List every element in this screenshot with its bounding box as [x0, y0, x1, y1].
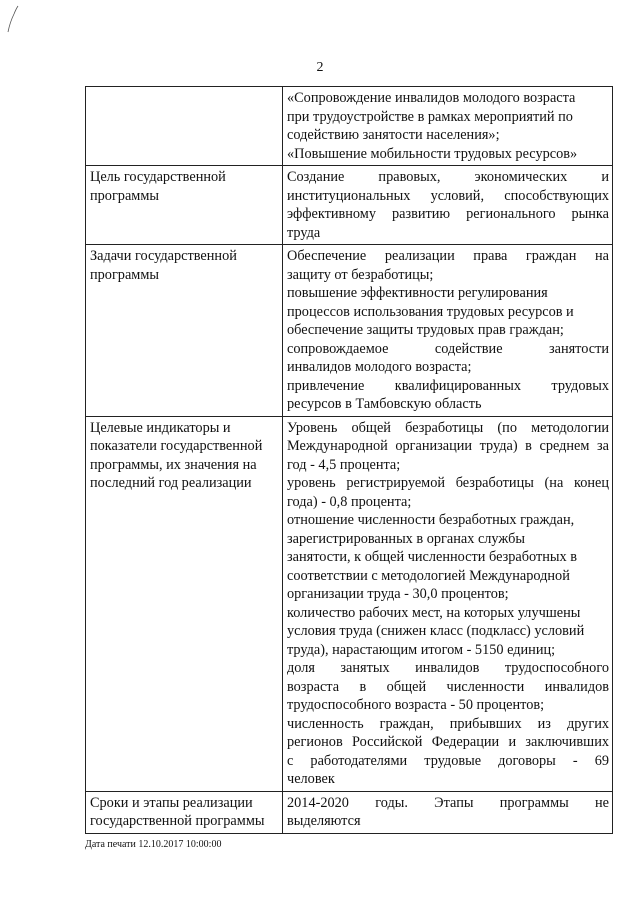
program-terms-row: [86, 791, 613, 833]
value-line: выделяются: [287, 813, 361, 829]
label-line: программы, их значения на: [90, 456, 257, 473]
value-line: отношение численности безработных граждан,: [287, 512, 575, 528]
value-line: доля занятых инвалидов трудоспособного: [287, 660, 609, 676]
value-line: возраста в общей численности инвалидов: [287, 678, 609, 695]
value-line: уровень регистрируемой безработицы (на конец: [287, 475, 609, 491]
value-line: человек: [287, 771, 335, 787]
value-line: «Сопровождение инвалидов молодого возраста: [287, 90, 576, 106]
row-value-cell: [283, 87, 613, 166]
label-line: Сроки и этапы реализации: [90, 794, 253, 811]
row-label-cell: [86, 166, 283, 245]
row-value-cell: [283, 791, 613, 833]
value-line: с работодателями трудовые договоры - 69: [287, 752, 609, 769]
value-line: года) - 0,8 процента;: [287, 493, 412, 510]
value-line: инвалидов молодого возраста;: [287, 359, 472, 375]
value-line: ресурсов в Тамбовскую область: [287, 396, 482, 412]
program-tasks-row: [86, 245, 613, 417]
value-line: повышение эффективности регулирования: [287, 285, 548, 301]
row-label-cell: [86, 245, 283, 417]
program-subprograms-row: [86, 87, 613, 166]
value-line: зарегистрированных в органах службы: [287, 530, 525, 547]
value-line: Уровень общей безработицы (по методологии: [287, 419, 609, 436]
row-label-cell: [86, 87, 283, 166]
label-line: Целевые индикаторы и: [90, 419, 231, 436]
print-date: Дата печати 12.10.2017 10:00:00: [85, 839, 222, 850]
row-value-cell: [283, 166, 613, 245]
value-line: Международной организации труда) в среднем за: [287, 438, 609, 454]
value-line: защиту от безработицы;: [287, 266, 434, 283]
program-indicators-row: [86, 416, 613, 791]
value-line: эффективному развитию регионального рынка: [287, 206, 609, 222]
value-line: труда), нарастающим итогом - 5150 единиц;: [287, 641, 556, 658]
value-line: сопровождаемое содействие занятости: [287, 340, 609, 357]
row-label-cell: [86, 791, 283, 833]
label-line: последний год реализации: [90, 475, 252, 491]
label-line: показатели государственной: [90, 438, 263, 454]
page-number: 2: [316, 60, 324, 75]
value-line: 2014-2020 годы. Этапы программы не: [287, 794, 609, 811]
value-line: численность граждан, прибывших из других: [287, 715, 609, 732]
row-value-cell: [283, 416, 613, 791]
label-line: программы: [90, 187, 160, 204]
value-line: при трудоустройстве в рамках мероприятий по: [287, 108, 573, 125]
row-label-cell: [86, 416, 283, 791]
program-goal-row: [86, 166, 613, 245]
value-line: Обеспечение реализации права граждан на: [287, 248, 609, 264]
value-line: год - 4,5 процента;: [287, 456, 401, 473]
value-line: процессов использования трудовых ресурсов и: [287, 303, 574, 320]
value-line: трудоспособного возраста - 50 процентов;: [287, 697, 545, 713]
corner-pen-mark: [6, 4, 20, 34]
value-line: труда: [287, 224, 321, 241]
row-value-cell: [283, 245, 613, 417]
value-line: количество рабочих мест, на которых улучшены: [287, 604, 581, 621]
value-line: Создание правовых, экономических и: [287, 169, 609, 185]
value-line: занятости, к общей численности безработных в: [287, 549, 577, 565]
value-line: «Повышение мобильности трудовых ресурсов»: [287, 145, 578, 162]
value-line: содействию занятости населения»;: [287, 127, 500, 143]
value-line: обеспечение защиты трудовых прав граждан;: [287, 322, 564, 338]
value-line: институциональных условий, способствующих: [287, 187, 609, 204]
value-line: организации труда - 30,0 процентов;: [287, 586, 509, 602]
value-line: регионов Российской Федерации и заключивших: [287, 734, 609, 750]
program-passport-table: [85, 86, 613, 834]
label-line: Задачи государственной: [90, 248, 237, 264]
label-line: государственной программы: [90, 813, 265, 829]
value-line: соответствии с методологией Международной: [287, 567, 570, 584]
label-line: Цель государственной: [90, 169, 226, 185]
label-line: программы: [90, 266, 160, 283]
value-line: условия труда (снижен класс (подкласс) условий: [287, 623, 585, 639]
value-line: привлечение квалифицированных трудовых: [287, 377, 609, 394]
